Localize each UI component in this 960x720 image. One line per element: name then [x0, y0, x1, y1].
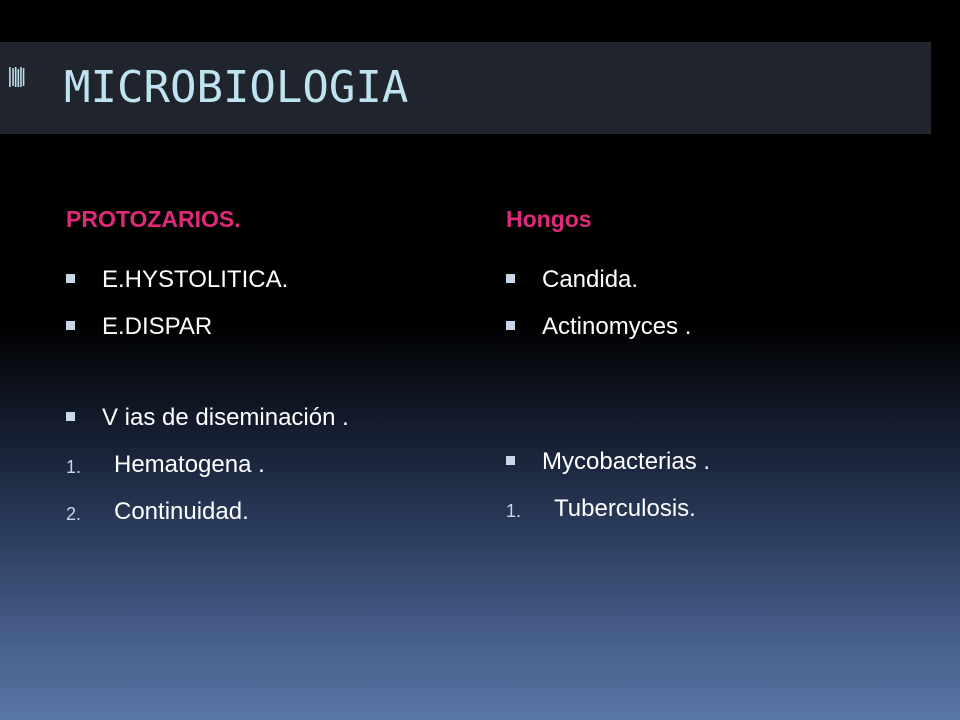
square-bullet-icon	[506, 456, 515, 465]
column-heading-protozoa: PROTOZARIOS.	[66, 206, 241, 232]
list-item	[506, 266, 710, 313]
list-item-text: Hematogena .	[114, 450, 265, 478]
list-item	[66, 404, 349, 451]
numbered-item	[506, 495, 710, 542]
list-item-text: E.DISPAR	[102, 312, 213, 340]
slide-title: MICROBIOLOGIA	[64, 62, 409, 113]
numbered-item	[66, 498, 349, 545]
list-item-text: Mycobacterias .	[542, 447, 711, 475]
numbered-item	[66, 451, 349, 498]
number-marker: 1.	[66, 456, 82, 477]
left-column	[66, 206, 349, 545]
square-bullet-icon	[66, 274, 75, 283]
list-item-text: V ias de diseminación .	[102, 403, 349, 431]
list-item-text: Actinomyces .	[542, 312, 692, 340]
column-heading-fungi: Hongos	[506, 206, 592, 232]
list-item-text: Continuidad.	[114, 497, 249, 525]
list-item	[66, 313, 349, 360]
list-item-text: E.HYSTOLITICA.	[102, 265, 289, 293]
square-bullet-icon	[506, 274, 515, 283]
left-list	[66, 266, 349, 545]
title-stripes-decoration	[0, 66, 34, 108]
spacer	[66, 360, 349, 404]
square-bullet-icon	[506, 321, 515, 330]
list-item	[66, 266, 349, 313]
list-item	[506, 313, 710, 360]
square-bullet-icon	[66, 412, 75, 421]
right-column	[506, 206, 710, 542]
square-bullet-icon	[66, 321, 75, 330]
number-marker: 2.	[66, 503, 82, 524]
list-item	[506, 448, 710, 495]
number-marker: 1.	[506, 500, 522, 521]
list-item-text: Candida.	[542, 265, 639, 293]
list-item-text: Tuberculosis.	[554, 494, 696, 522]
spacer	[506, 360, 710, 448]
right-list	[506, 266, 710, 542]
